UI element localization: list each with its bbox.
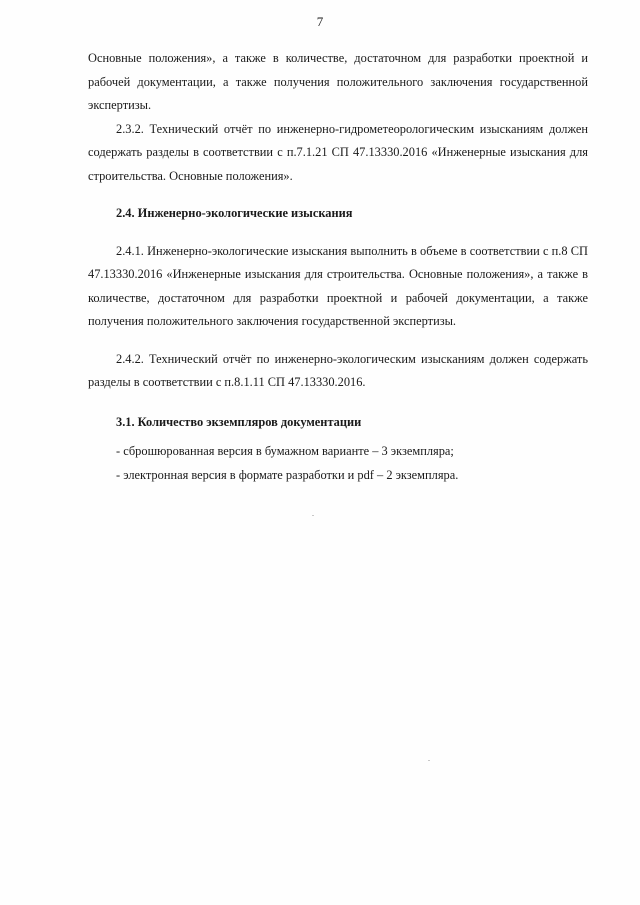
list-item: - электронная версия в формате разработки и pdf – 2 экземпляра. [116, 467, 459, 482]
paragraph-2-3-2: 2.3.2. Технический отчёт по инженерно-гидрометеорологическим изысканиям должен содержать разделы в соответствии с п.7.1.21 СП 47.13330.2016 «Инженерные изыскания для строительства. Основные положения». [88, 121, 588, 183]
list-item: - сброшюрованная версия в бумажном варианте – 3 экземпляра; [116, 444, 454, 458]
page-number: 7 [316, 14, 324, 29]
section-heading-3-1: 3.1. Количество экземпляров документации [116, 414, 362, 429]
paragraph-2-4-2: 2.4.2. Технический отчёт по инженерно-экологическим изысканиям должен содержать разделы в соответствии с п.8.1.11 СП 47.13330.2016. [88, 351, 588, 389]
paragraph-2-4-1: 2.4.1. Инженерно-экологические изыскания выполнить в объеме в соответствии с п.8 СП 47.13330.2016 «Инженерные изыскания для строительства. Основные положения», а также в количестве, достаточном для разработки проектной и рабочей документации, а также получения положительного заключения государственной экспертизы. [88, 243, 588, 328]
document-body [88, 47, 588, 487]
scan-speck [312, 515, 314, 516]
paragraph-continuation: Основные положения», а также в количестве, достаточном для разработки проектной и рабочей документации, а также получения положительного заключения государственной экспертизы. [88, 51, 588, 112]
section-heading-2-4: 2.4. Инженерно-экологические изыскания [116, 206, 353, 220]
scan-speck [428, 760, 430, 761]
